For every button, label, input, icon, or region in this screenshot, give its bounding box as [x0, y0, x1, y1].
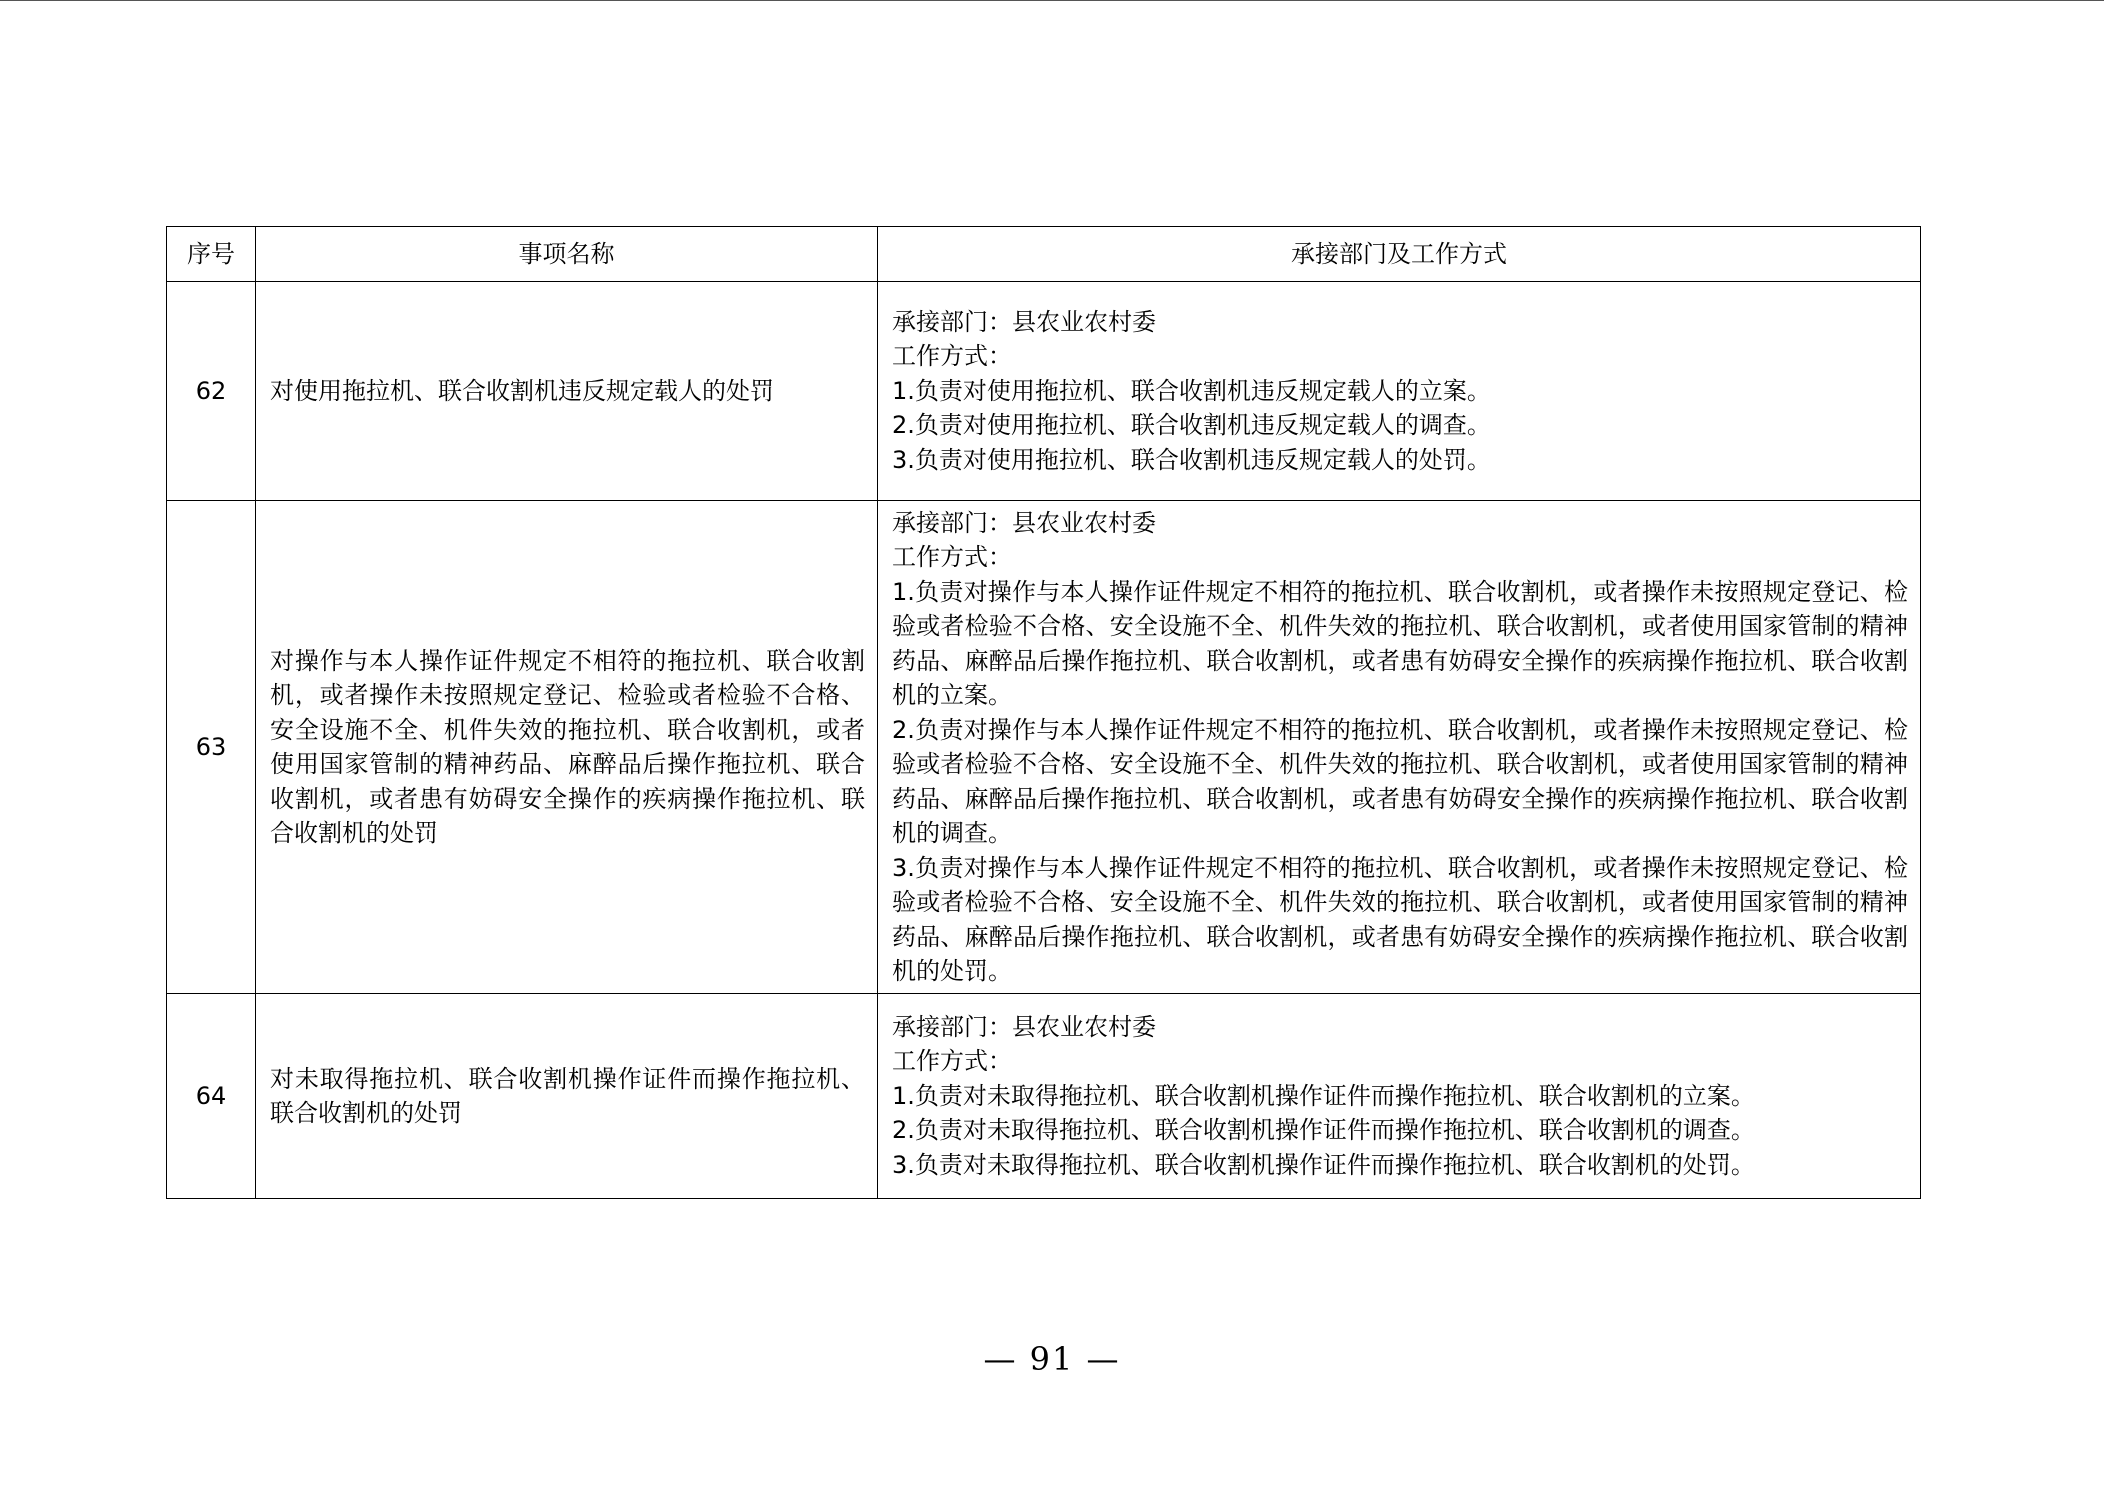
work-method-label: 工作方式： [892, 543, 1012, 571]
step-number: 1. [892, 577, 915, 606]
top-border-line [0, 0, 2104, 1]
work-step [892, 1079, 1908, 1114]
work-method-label: 工作方式： [892, 1047, 1012, 1076]
row-matter-name: 对未取得拖拉机、联合收割机操作证件而操作拖拉机、联合收割机的处罚 [256, 994, 878, 1199]
step-text: 负责对操作与本人操作证件规定不相符的拖拉机、联合收割机，或者操作未按照规定登记、检验或者检验不合格、安全设施不全、机件失效的拖拉机、联合收割机，或者使用国家管制的精神药品、麻醉品后操作拖拉机、联合收割机，或者患有妨碍安全操作的疾病操作拖拉机、联合收割机的立案。 [892, 577, 1908, 709]
work-step [892, 1148, 1908, 1183]
responsible-department: 承接部门：县农业农村委 [892, 508, 1156, 537]
step-text: 负责对操作与本人操作证件规定不相符的拖拉机、联合收割机，或者操作未按照规定登记、检验或者检验不合格、安全设施不全、机件失效的拖拉机、联合收割机，或者使用国家管制的精神药品、麻醉品后操作拖拉机、联合收割机，或者患有妨碍安全操作的疾病操作拖拉机、联合收割机的调查。 [892, 715, 1908, 847]
work-step [892, 443, 1908, 478]
step-number: 3. [892, 445, 915, 474]
work-step [892, 1113, 1908, 1148]
table-row [167, 282, 1921, 501]
row-department-method [878, 994, 1921, 1199]
matters-table [166, 226, 1921, 1199]
step-text: 负责对未取得拖拉机、联合收割机操作证件而操作拖拉机、联合收割机的处罚。 [914, 1150, 1755, 1179]
row-serial-number: 63 [167, 501, 256, 994]
row-department-method [878, 282, 1921, 501]
row-matter-name: 对操作与本人操作证件规定不相符的拖拉机、联合收割机，或者操作未按照规定登记、检验或者检验不合格、安全设施不全、机件失效的拖拉机、联合收割机，或者使用国家管制的精神药品、麻醉品后操作拖拉机、联合收割机，或者患有妨碍安全操作的疾病操作拖拉机、联合收割机的处罚 [256, 501, 878, 994]
table-row [167, 501, 1921, 994]
step-text: 负责对未取得拖拉机、联合收割机操作证件而操作拖拉机、联合收割机的立案。 [914, 1081, 1755, 1110]
row-department-method [878, 501, 1921, 994]
step-text: 负责对使用拖拉机、联合收割机违反规定载人的立案。 [914, 376, 1491, 405]
step-text: 负责对使用拖拉机、联合收割机违反规定载人的调查。 [914, 411, 1491, 440]
step-number: 3. [892, 1150, 915, 1179]
step-text: 负责对操作与本人操作证件规定不相符的拖拉机、联合收割机，或者操作未按照规定登记、检验或者检验不合格、安全设施不全、机件失效的拖拉机、联合收割机，或者使用国家管制的精神药品、麻醉品后操作拖拉机、联合收割机，或者患有妨碍安全操作的疾病操作拖拉机、联合收割机的处罚。 [892, 853, 1908, 985]
step-number: 2. [892, 1116, 915, 1145]
table-row [167, 994, 1921, 1199]
page-number: — 91 — [983, 1340, 1121, 1378]
row-serial-number: 64 [167, 994, 256, 1199]
step-number: 3. [892, 853, 915, 882]
row-serial-number: 62 [167, 282, 256, 501]
work-method-label: 工作方式： [892, 342, 1012, 371]
work-step [892, 575, 1908, 713]
work-step [892, 713, 1908, 851]
step-text: 负责对使用拖拉机、联合收割机违反规定载人的处罚。 [914, 445, 1491, 474]
table-header-row [167, 227, 1921, 282]
work-step [892, 851, 1908, 989]
responsible-department: 承接部门：县农业农村委 [892, 307, 1156, 336]
step-number: 2. [892, 411, 915, 440]
header-serial-number: 序号 [167, 227, 256, 282]
step-text: 负责对未取得拖拉机、联合收割机操作证件而操作拖拉机、联合收割机的调查。 [914, 1116, 1755, 1145]
step-number: 2. [892, 715, 915, 744]
work-step [892, 374, 1908, 409]
header-department-and-method: 承接部门及工作方式 [878, 227, 1921, 282]
responsible-department: 承接部门：县农业农村委 [892, 1012, 1156, 1041]
step-number: 1. [892, 376, 915, 405]
step-number: 1. [892, 1081, 915, 1110]
work-step [892, 408, 1908, 443]
row-matter-name: 对使用拖拉机、联合收割机违反规定载人的处罚 [256, 282, 878, 501]
header-matter-name: 事项名称 [256, 227, 878, 282]
